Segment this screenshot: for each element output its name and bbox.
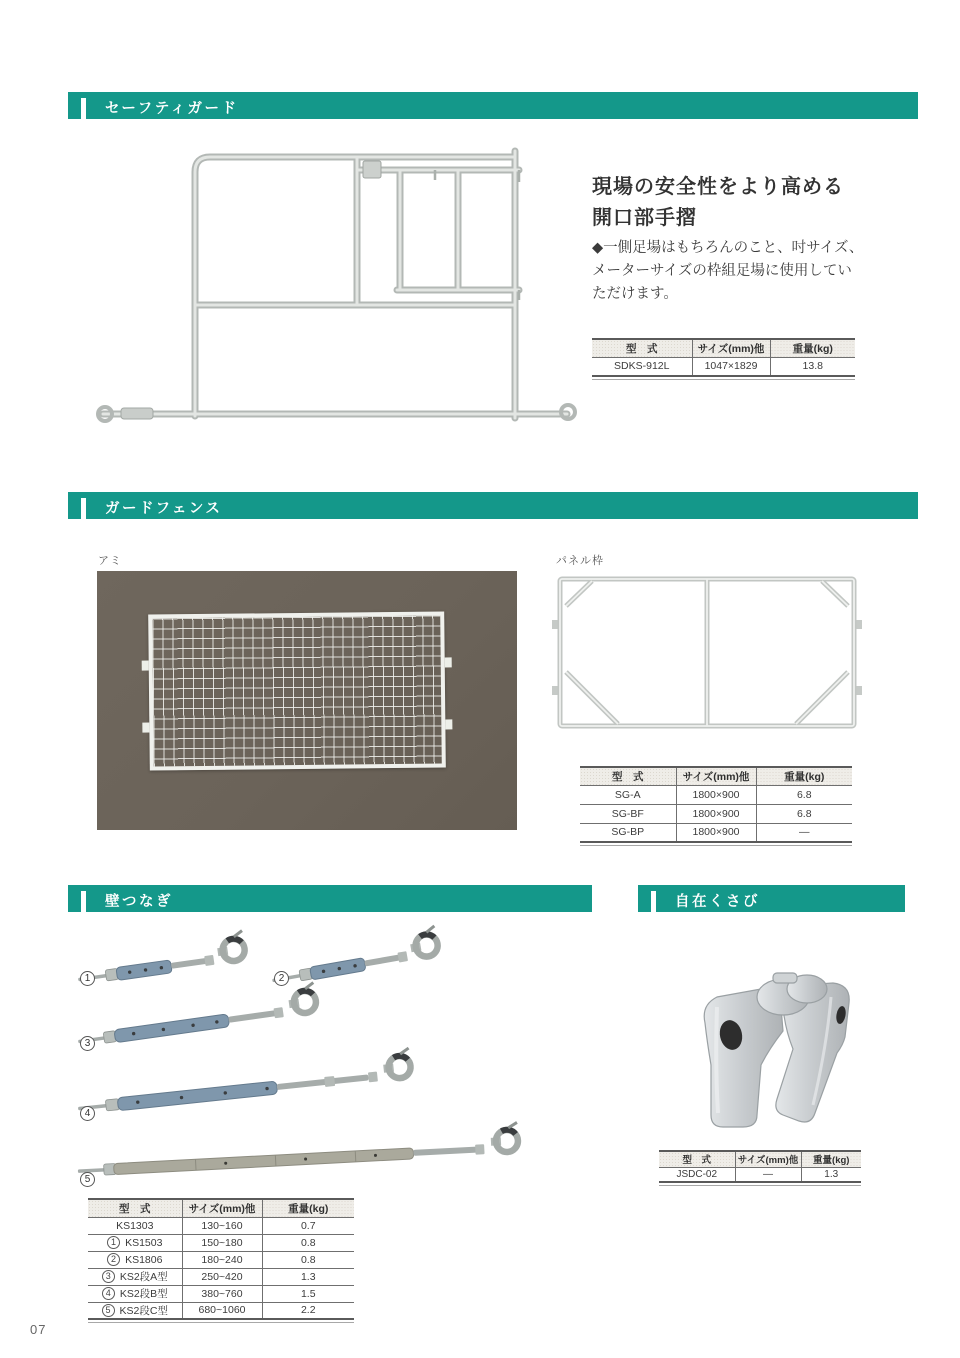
table-row: JSDC-02 — 1.3 [659,1167,861,1182]
col-header-model: 型 式 [659,1151,735,1167]
free-wedge-spec-table [659,1150,861,1186]
col-header-weight: 重量(kg) [801,1151,861,1167]
safety-guard-product-photo [95,140,580,432]
table-row: SG-BF 1800×900 6.8 [580,804,852,823]
mesh-photo-label: アミ [98,555,122,567]
header-accent-stripe [81,98,86,125]
panel-frame-product-photo [552,572,862,734]
table-row: KS1303 130~160 0.7 [88,1217,354,1234]
circled-number: 2 [107,1253,120,1266]
circled-number: 1 [80,971,95,986]
circled-number: 5 [80,1172,95,1187]
section-title: セーフティガード [105,101,239,117]
wall-tie-item-4-photo [76,1064,436,1126]
col-header-weight: 重量(kg) [770,339,855,357]
col-header-size: サイズ(mm)他 [182,1199,262,1217]
section-header-safety-guard [68,92,918,119]
guard-fence-spec-table [580,766,852,846]
headline-line2: 開口部手摺 [592,207,697,229]
section-title: ガードフェンス [105,501,223,517]
circled-number: 4 [102,1287,115,1300]
table-row: 1 KS1503 150~180 0.8 [88,1234,354,1251]
header-accent-stripe [81,891,86,918]
wall-tie-item-3-photo [76,996,346,1058]
product-description: ◆一側足場はもちろんのこと、吋サイズ、 メーターサイズの枠組足場に使用してい ただけます。 [592,240,864,302]
header-accent-stripe [651,891,656,918]
panel-photo-label: パネル枠 [556,555,604,567]
col-header-size: サイズ(mm)他 [735,1151,801,1167]
circled-number: 3 [102,1270,115,1283]
circled-number: 5 [102,1304,115,1317]
mesh-panel [148,611,446,770]
mesh-hook-tab [142,723,149,733]
table-row: 5 KS2段C型 680~1060 2.2 [88,1302,354,1319]
mesh-hook-tab [445,719,452,729]
table-row: 4 KS2段B型 380~760 1.5 [88,1285,354,1302]
product-headline [592,172,844,234]
circled-number: 2 [274,971,289,986]
section-title: 自在くさび [675,894,760,910]
circled-number: 4 [80,1106,95,1121]
col-header-weight: 重量(kg) [756,767,852,785]
table-row: SG-BP 1800×900 — [580,823,852,842]
circled-number: 3 [80,1036,95,1051]
col-header-model: 型 式 [592,339,692,357]
col-header-size: サイズ(mm)他 [676,767,756,785]
wall-tie-item-2-photo [270,938,460,994]
col-header-weight: 重量(kg) [262,1199,354,1217]
circled-number: 1 [107,1236,120,1249]
wall-tie-item-1-photo [76,938,266,994]
page-number: 07 [30,1322,47,1337]
section-header-free-wedge [638,885,905,912]
wall-tie-spec-table [88,1198,354,1323]
headline-line1: 現場の安全性をより高める [592,176,844,198]
mesh-product-photo [97,571,517,830]
table-row: SG-A 1800×900 6.8 [580,785,852,804]
table-row: 2 KS1806 180~240 0.8 [88,1251,354,1268]
col-header-model: 型 式 [88,1199,182,1217]
table-row: 3 KS2段A型 250~420 1.3 [88,1268,354,1285]
section-title: 壁つなぎ [105,894,173,910]
col-header-size: サイズ(mm)他 [692,339,770,357]
wall-tie-item-5-photo [76,1134,536,1192]
table-row: SDKS-912L 1047×1829 13.8 [592,357,855,376]
safety-guard-spec-table [592,338,855,380]
col-header-model: 型 式 [580,767,676,785]
free-wedge-product-photo [665,945,880,1140]
mesh-hook-tab [445,657,452,667]
header-accent-stripe [81,498,86,525]
section-header-guard-fence [68,492,918,519]
section-header-wall-tie [68,885,592,912]
mesh-hook-tab [142,661,149,671]
